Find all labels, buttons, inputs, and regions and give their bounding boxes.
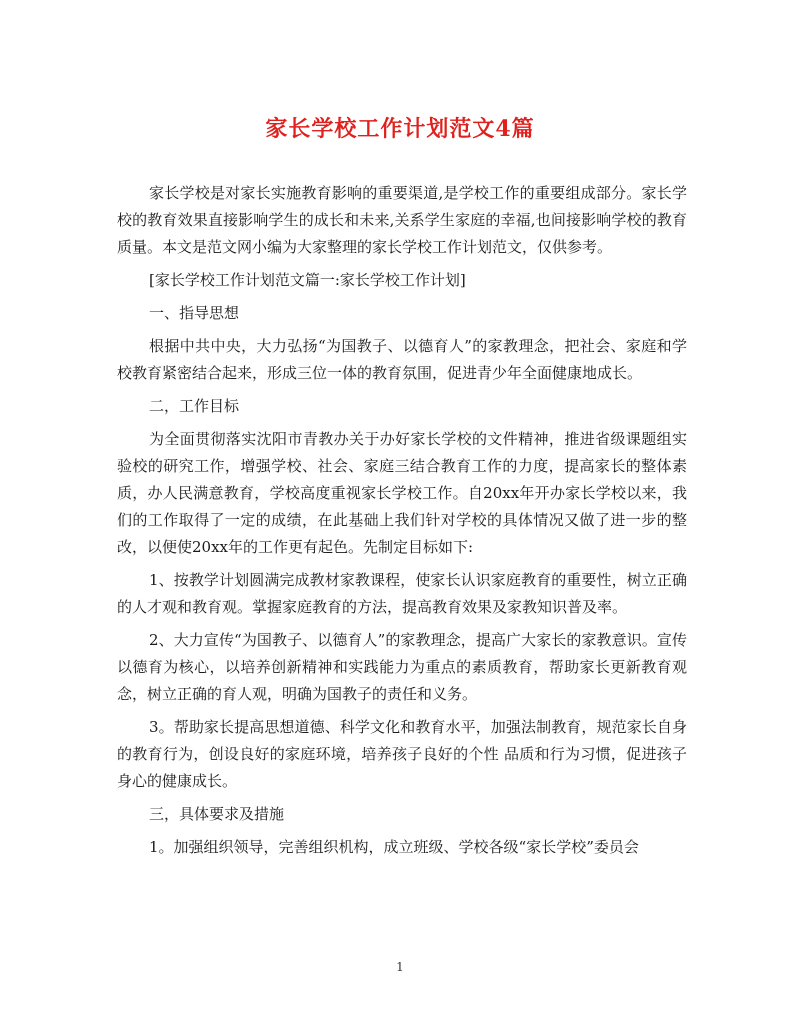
work-goals-paragraph: 为全面贯彻落实沈阳市青教办关于办好家长学校的文件精神，推进省级课题组实验校的研究工作，增强学校、社会、家庭三结合教育工作的力度，提高家长的整体素质，办人民满意教育，学校高度重视家长学校工作。自20xx年开办家长学校以来，我们的工作取得了一定的成绩，在此基础上我们针对学校的具体情况又做了进一步的整改，以便使20xx年的工作更有起色。先制定目标如下: <box>117 430 687 556</box>
guiding-thought-paragraph: 根据中共中央，大力弘扬“为国教子、以德育人”的家教理念，把社会、家庭和学校教育紧密结合起来，形成三位一体的教育氛围，促进青少年全面健康地成长。 <box>117 337 687 382</box>
document-title: 家长学校工作计划范文4篇 <box>265 116 535 142</box>
goal-item-2: 2、大力宣传“为国教子、以德育人”的家教理念，提高广大家长的家教意识。宣传以德育为核心，以培养创新精神和实践能力为重点的素质教育，帮助家长更新教育观念，树立正确的育人观，明确为国教子的责任和义务。 <box>117 631 687 703</box>
goal-item-1: 1、按教学计划圆满完成教材家教课程，使家长认识家庭教育的重要性，树立正确的人才观和教育观。掌握家庭教育的方法，提高教育效果及家教知识普及率。 <box>117 571 687 616</box>
document-body <box>117 180 687 867</box>
section-heading-requirements: 三，具体要求及措施 <box>149 805 285 823</box>
page-number: 1 <box>396 960 404 974</box>
goal-item-3: 3。帮助家长提高思想道德、科学文化和教育水平，加强法制教育，规范家长自身的教育行为，创设良好的家庭环境，培养孩子良好的个性 品质和行为习惯，促进孩子身心的健康成长。 <box>117 718 687 790</box>
requirement-item-1: 1。加强组织领导，完善组织机构，成立班级、学校各级“家长学校”委员会 <box>149 838 639 856</box>
section-heading-article-one: [家长学校工作计划范文篇一:家长学校工作计划] <box>149 271 466 289</box>
section-heading-work-goals: 二，工作目标 <box>149 397 240 415</box>
intro-paragraph: 家长学校是对家长实施教育影响的重要渠道,是学校工作的重要组成部分。家长学校的教育效果直接影响学生的成长和未来,关系学生家庭的幸福,也间接影响学校的教育质量。本文是范文网小编为大家整理的家长学校工作计划范文，仅供参考。 <box>117 184 687 256</box>
section-heading-guiding-thought: 一、指导思想 <box>149 304 240 322</box>
